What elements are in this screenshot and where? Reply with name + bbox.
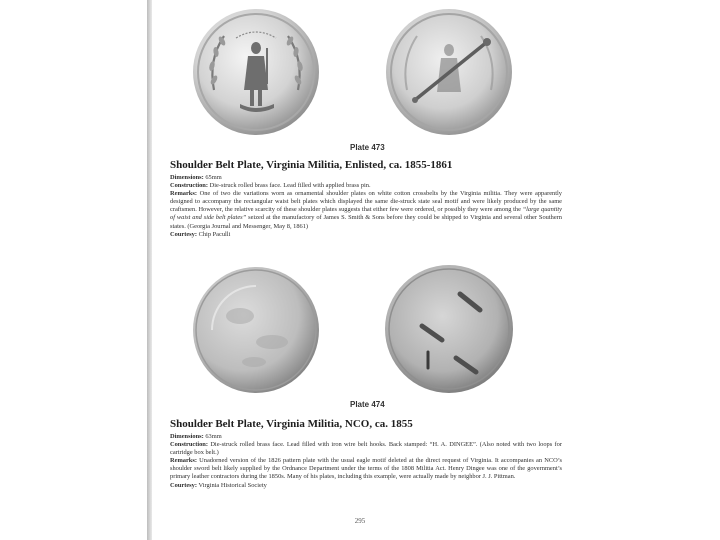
plate-473-caption: Plate 473 [350, 143, 385, 152]
plate-473-title: Shoulder Belt Plate, Virginia Militia, Enlisted, ca. 1855-1861 [170, 159, 453, 171]
courtesy-value: Chip Paculli [196, 230, 231, 238]
plate-474-title: Shoulder Belt Plate, Virginia Militia, NCO, ca. 1855 [170, 418, 413, 430]
construction-value: Die-struck rolled brass face. Lead filled with applied brass pin. [208, 182, 371, 190]
dimensions-label: Dimensions: [170, 174, 204, 181]
construction-label: Construction: [170, 441, 208, 449]
construction-label: Construction: [170, 182, 208, 190]
courtesy-value: Virginia Historical Society [196, 481, 267, 489]
plate-473-construction [170, 182, 562, 190]
plate-473-description [170, 174, 562, 239]
courtesy-label: Courtesy: [170, 481, 197, 489]
plate-473-remarks [170, 190, 562, 230]
plate-474-caption: Plate 474 [350, 400, 385, 409]
plate-474-dimensions [170, 433, 562, 441]
courtesy-label: Courtesy: [170, 230, 197, 238]
plate-474-back-photo [384, 264, 514, 394]
plate-474-remarks [170, 457, 562, 481]
plate-473-dimensions [170, 174, 562, 182]
remarks-label: Remarks: [170, 457, 197, 465]
left-margin [0, 0, 150, 540]
remarks-text-2: seized at the manufactory of James S. Smith & Sons before they could be shipped to Virginia and several other Southern states. (Georgia Journal and Messenger, May 8, 1861) [170, 214, 562, 230]
dimensions-value: 63mm [203, 433, 222, 440]
remarks-label: Remarks: [170, 190, 197, 198]
page-number: 295 [354, 517, 366, 525]
dimensions-label: Dimensions: [170, 433, 204, 440]
plate-474-courtesy [170, 482, 562, 490]
remarks-quote: “large quantity of waist and side belt plates” [170, 206, 562, 222]
plate-474-construction [170, 441, 562, 457]
remarks-text: Unadorned version of the 1826 pattern plate with the usual eagle motif deleted at the direct request of Virginia. It accompanies an NCO’s shoulder sword belt likely supplied by the Ordnance Department under the terms of the 1808 Militia Act. Henry Dingee was one of the government’s primary leather contractors during the 1850s. Many of his plates, including this example, were actually made by neighbor J. J. Pittman. [170, 457, 562, 481]
plate-473-back-photo [385, 8, 513, 136]
construction-value: Die-struck rolled brass face. Lead filled with iron wire belt hooks. Back stamped: “H. A. DINGEE”. (Also noted with two loops for cartridge box belt.) [170, 441, 562, 457]
dimensions-value: 65mm [203, 174, 222, 181]
plate-474-description [170, 433, 562, 490]
plate-474-front-photo [192, 266, 320, 394]
plate-473-courtesy [170, 231, 562, 239]
plate-473-front-photo [192, 8, 320, 136]
remarks-text-1: One of two die variations worn as ornamental shoulder plates on white cotton crossbelts by the Virginia militia. They were apparently designed to accompany the rectangular waist belt plates which displayed the same die-struck state seal motif and were likely produced by the same craftsmen. However, the relative scarcity of these shoulder plates suggests that either few were ordered, or possibly they were among the [170, 190, 562, 214]
binding-gutter [147, 0, 152, 540]
